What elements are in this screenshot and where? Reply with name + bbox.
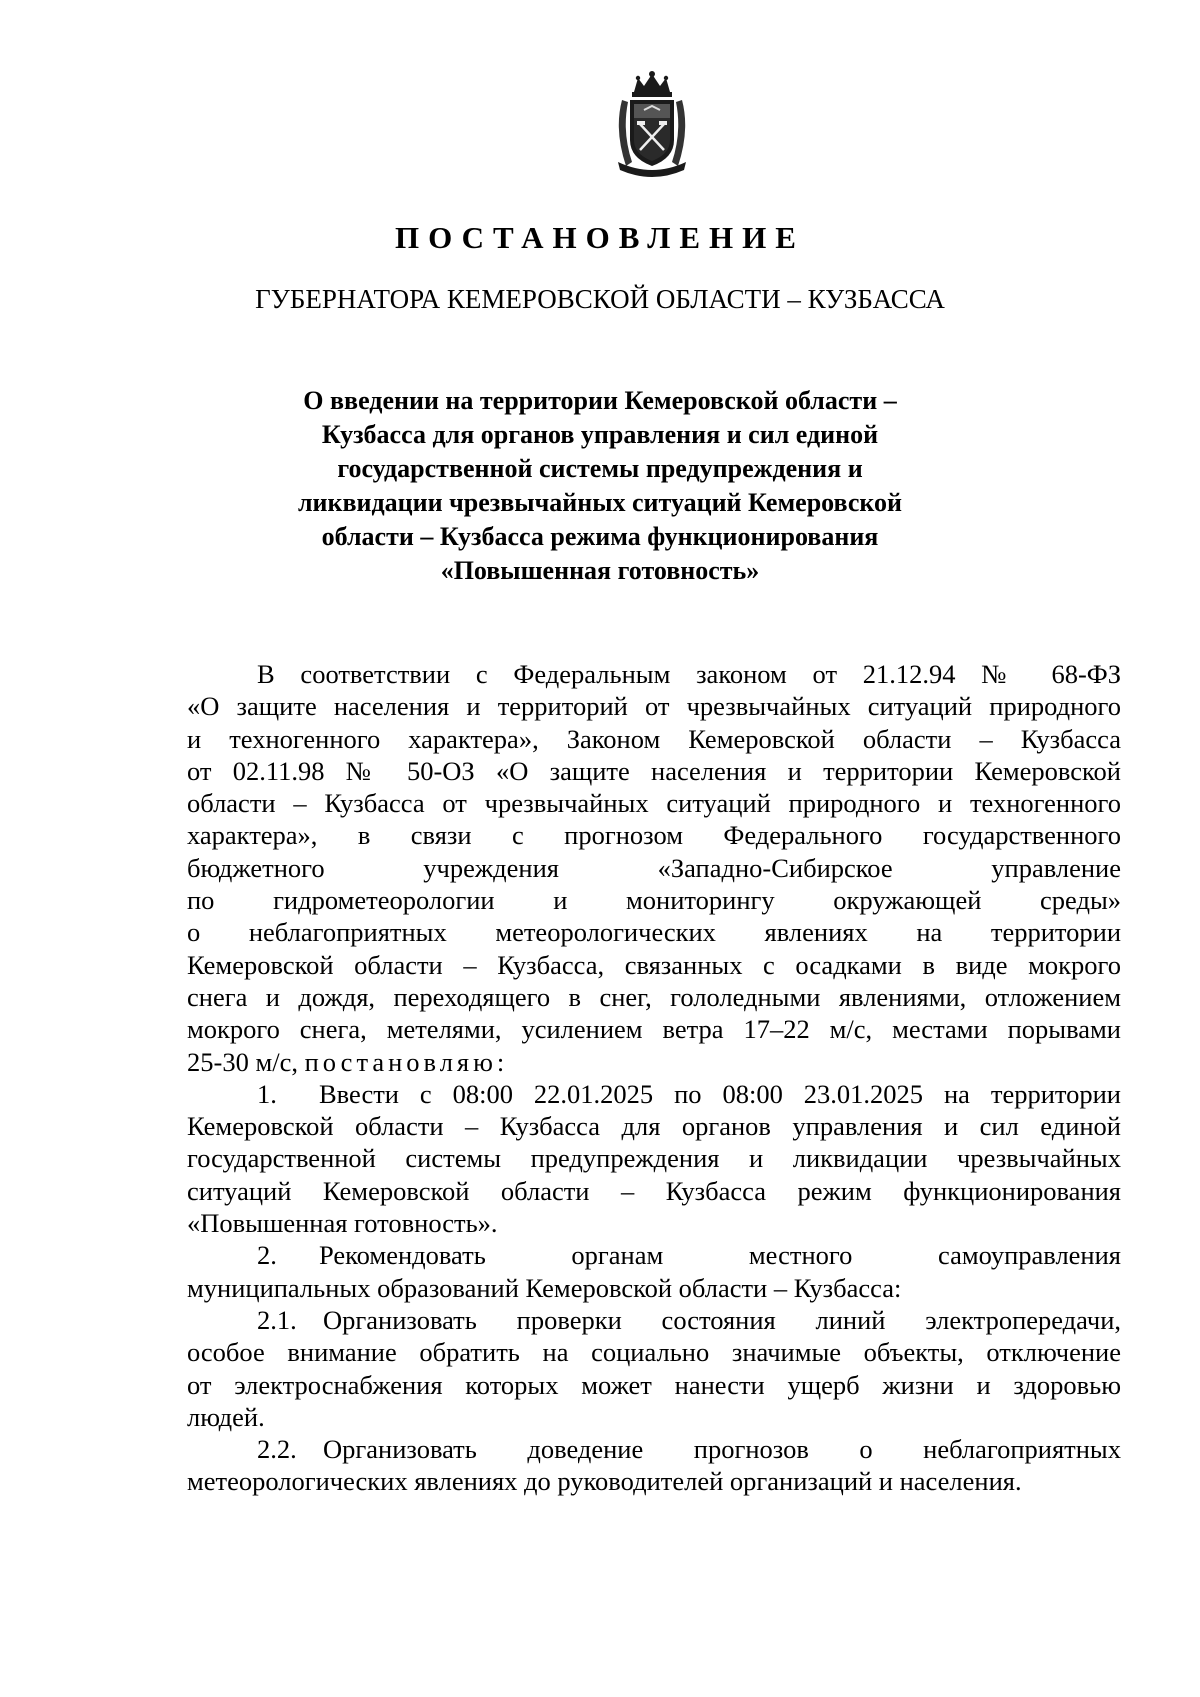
body-line: метеорологических явлениях до руководителей организаций и населения. [187, 1466, 1022, 1497]
item-1 [187, 1078, 1121, 1239]
body-line: по гидрометеорологии и мониторингу окружающей среды» [187, 885, 1121, 916]
body-line: государственной системы предупреждения и ликвидации чрезвычайных [187, 1143, 1121, 1174]
item-number: 2.2. [257, 1434, 297, 1465]
document-title: ПОСТАНОВЛЕНИЕ [395, 220, 805, 255]
body-line: мокрого снега, метелями, усилением ветра 17–22 м/с, местами порывами [187, 1014, 1121, 1045]
body-line [187, 1046, 1121, 1078]
body-line: от электроснабжения которых может нанести ущерб жизни и здоровью [187, 1369, 1121, 1400]
body-line: В соответствии с Федеральным законом от 21.12.94 № 68-ФЗ [257, 659, 1121, 689]
body-line: области – Кузбасса от чрезвычайных ситуаций природного и техногенного [187, 788, 1121, 819]
body-line: и техногенного характера», Законом Кемеровской области – Кузбасса [187, 723, 1121, 754]
item-first-line [187, 1304, 1121, 1336]
item-first-line [187, 1433, 1121, 1465]
body-line: снега и дождя, переходящего в снег, гололедными явлениями, отложением [187, 981, 1121, 1012]
document-heading [210, 384, 990, 588]
body-line: о неблагоприятных метеорологических явлениях на территории [187, 917, 1121, 948]
body-line: особое внимание обратить на социально значимые объекты, отключение [187, 1337, 1121, 1368]
heading-line: Кузбасса для органов управления и сил единой [321, 420, 879, 449]
item-text: Организовать доведение прогнозов о неблагоприятных [323, 1434, 1121, 1465]
heading-line: О введении на территории Кемеровской области – [303, 386, 897, 415]
coat-of-arms-emblem [612, 70, 692, 178]
heading-line: государственной системы предупреждения и [337, 454, 863, 483]
body-line: людей. [187, 1401, 265, 1432]
body-line: «Повышенная готовность». [187, 1208, 498, 1239]
body-line: ситуаций Кемеровской области – Кузбасса режим функционирования [187, 1175, 1121, 1206]
preamble-paragraph [187, 658, 1121, 1078]
document-body [187, 658, 1121, 1498]
body-line: муниципальных образований Кемеровской области – Кузбасса: [187, 1272, 902, 1303]
heading-line: области – Кузбасса режима функционирования [321, 522, 879, 551]
heading-line: «Повышенная готовность» [440, 556, 760, 585]
body-line: характера», в связи с прогнозом Федерального государственного [187, 820, 1121, 851]
body-line: от 02.11.98 № 50-ОЗ «О защите населения и территории Кемеровской [187, 755, 1121, 786]
body-line: «О защите населения и территорий от чрезвычайных ситуаций природного [187, 691, 1121, 722]
decree-prefix: 25-30 м/с, [187, 1046, 298, 1077]
body-line: Кемеровской области – Кузбасса для органов управления и сил единой [187, 1111, 1121, 1142]
item-2-1 [187, 1304, 1121, 1433]
body-line: Кемеровской области – Кузбасса, связанных с осадками в виде мокрого [187, 949, 1121, 980]
document-issuer: ГУБЕРНАТОРА КЕМЕРОВСКОЙ ОБЛАСТИ – КУЗБАССА [255, 284, 945, 314]
item-text: Рекомендовать органам местного самоуправления [319, 1240, 1121, 1271]
decree-word: постановляю: [304, 1046, 509, 1077]
item-number: 1. [257, 1078, 277, 1109]
item-2-2 [187, 1433, 1121, 1498]
item-2 [187, 1239, 1121, 1304]
item-number: 2. [257, 1240, 277, 1271]
body-line: бюджетного учреждения «Западно-Сибирское управление [187, 852, 1121, 883]
item-text: Организовать проверки состояния линий электропередачи, [323, 1304, 1121, 1335]
item-first-line [187, 1078, 1121, 1110]
item-text: Ввести с 08:00 22.01.2025 по 08:00 23.01.2025 на территории [319, 1078, 1121, 1109]
item-first-line [187, 1239, 1121, 1271]
heading-line: ликвидации чрезвычайных ситуаций Кемеровской [297, 488, 903, 517]
item-number: 2.1. [257, 1304, 297, 1335]
